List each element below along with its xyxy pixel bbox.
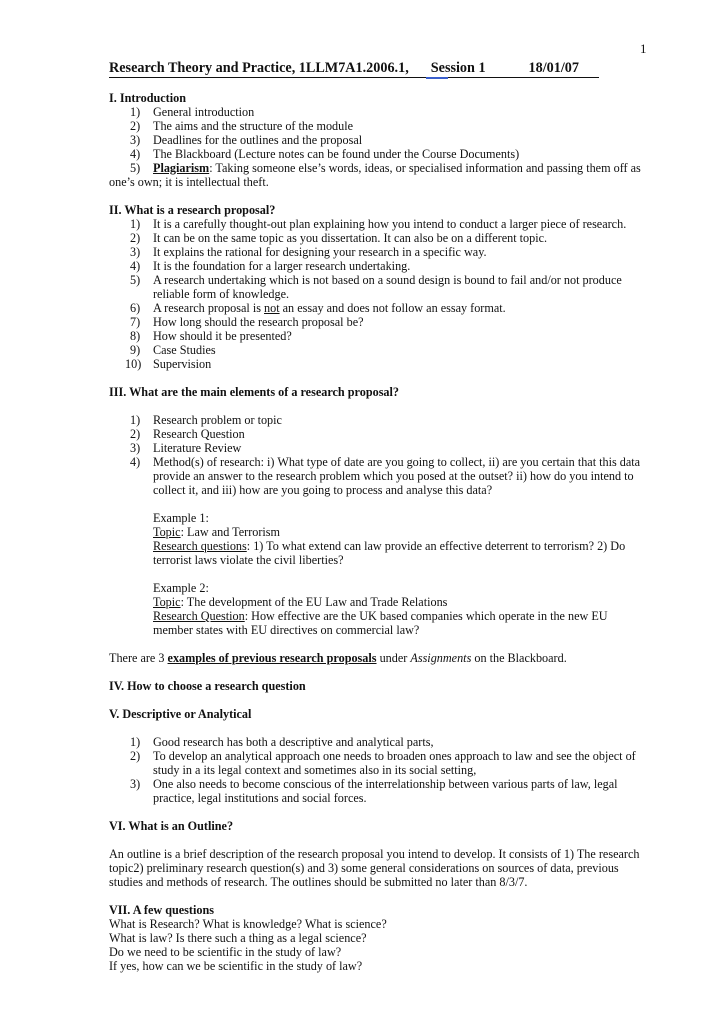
question-line: Do we need to be scientific in the study of law? (109, 945, 342, 959)
plagiarism-term: Plagiarism (153, 161, 210, 175)
title-date: 18/01/07 (528, 60, 579, 76)
item-text: Good research has both a descriptive and analytical parts, (153, 735, 434, 749)
list-item (109, 749, 649, 777)
list-item (109, 441, 649, 455)
item-text: Research problem or topic (153, 413, 282, 427)
item-number: 4) (130, 147, 141, 161)
section-main-elements (109, 385, 649, 665)
section-choose-question (109, 679, 649, 693)
example-topic (153, 595, 649, 609)
list-item (109, 133, 649, 147)
section-few-questions (109, 903, 649, 973)
list-item (109, 329, 649, 343)
research-question-label: Research Question (153, 609, 245, 623)
item-number: 3) (130, 133, 141, 147)
item-text: The aims and the structure of the module (153, 119, 354, 133)
example-1 (109, 511, 649, 567)
list-item (109, 777, 649, 805)
example-research-questions (153, 539, 649, 567)
topic-label: Topic (153, 595, 181, 609)
topic-label: Topic (153, 525, 181, 539)
section-descriptive-analytical (109, 707, 649, 805)
item-number: 10) (125, 357, 142, 371)
assignments-label: Assignments (410, 651, 472, 665)
question-line: What is law? Is there such a thing as a legal science? (109, 931, 367, 945)
item-text: It can be on the same topic as you dissertation. It can also be on a different topic. (153, 231, 548, 245)
outline-paragraph: An outline is a brief description of the research proposal you intend to develop. It consists of 1) The research topic2) preliminary research question(s) and 3) some general considerations on sources of data, previous studies and methods of research. The outlines should be submitted no later than 8/3/7. (109, 847, 640, 889)
example-2 (109, 581, 649, 637)
list-item-plagiarism (109, 161, 649, 189)
page-number: 1 (640, 41, 647, 56)
item-number: 1) (130, 413, 141, 427)
example-topic (153, 525, 649, 539)
item-text: : Taking someone else’s words, ideas, or specialised information and passing them off as one’s own; it is intellectual theft. (109, 161, 641, 189)
item-text: It is a carefully thought-out plan explaining how you intend to conduct a larger piece of research. (153, 217, 627, 231)
item-text: One also needs to become conscious of the interrelationship between various parts of law, legal practice, legal institutions and social forces. (153, 777, 618, 805)
title-session: Session 1 (430, 60, 486, 76)
list-item (109, 343, 649, 357)
item-number: 6) (130, 301, 141, 315)
item-text: How should it be presented? (153, 329, 292, 343)
item-number: 8) (130, 329, 141, 343)
note-text: There are 3 (109, 651, 168, 665)
item-number: 5) (130, 161, 141, 175)
item-text: Deadlines for the outlines and the proposal (153, 133, 363, 147)
document-title (109, 60, 599, 78)
item-number: 2) (130, 749, 141, 763)
topic-text: : The development of the EU Law and Trade Relations (180, 595, 448, 609)
note-text: under (376, 651, 411, 665)
examples-note (109, 651, 649, 665)
item-number: 3) (130, 441, 141, 455)
item-number: 1) (130, 105, 141, 119)
item-text: General introduction (153, 105, 255, 119)
numbered-list (109, 413, 649, 497)
list-item (109, 105, 649, 119)
document-body (109, 91, 649, 973)
note-text: on the Blackboard. (471, 651, 567, 665)
item-number: 2) (130, 427, 141, 441)
list-item (109, 273, 649, 301)
section-heading: V. Descriptive or Analytical (109, 707, 252, 721)
section-heading: II. What is a research proposal? (109, 203, 276, 217)
numbered-list (109, 735, 649, 805)
item-text: The Blackboard (Lecture notes can be found under the Course Documents) (153, 147, 520, 161)
list-item (109, 315, 649, 329)
example-label: Example 2: (153, 581, 209, 595)
section-heading: I. Introduction (109, 91, 186, 105)
list-item (109, 231, 649, 245)
item-text: It is the foundation for a larger research undertaking. (153, 259, 411, 273)
section-heading: III. What are the main elements of a research proposal? (109, 385, 400, 399)
list-item (109, 301, 649, 315)
item-number: 3) (130, 245, 141, 259)
item-number: 7) (130, 315, 141, 329)
example-label: Example 1: (153, 511, 209, 525)
item-text: an essay and does not follow an essay format. (279, 301, 506, 315)
item-number: 4) (130, 455, 141, 469)
item-text: A research undertaking which is not based on a sound design is bound to fail and/or not produce reliable form of knowledge. (153, 273, 622, 301)
list-item (109, 245, 649, 259)
section-outline (109, 819, 649, 889)
section-heading: VII. A few questions (109, 903, 214, 917)
numbered-list (109, 105, 649, 189)
list-item (109, 259, 649, 273)
question-line: If yes, how can we be scientific in the study of law? (109, 959, 363, 973)
item-number: 2) (130, 119, 141, 133)
list-item (109, 357, 649, 371)
list-item (109, 119, 649, 133)
list-item (109, 427, 649, 441)
research-questions-text: : 1) To what extend can law provide an effective deterrent to terrorism? 2) Do terrorist laws violate the civil liberties? (153, 539, 626, 567)
section-research-proposal (109, 203, 649, 371)
item-text: Supervision (153, 357, 212, 371)
research-question-text: : How effective are the UK based companies which operate in the new EU member states with EU directives on commercial law? (153, 609, 608, 637)
list-item (109, 455, 649, 497)
list-item (109, 735, 649, 749)
item-number: 1) (130, 217, 141, 231)
item-text: Case Studies (153, 343, 216, 357)
item-number: 3) (130, 777, 141, 791)
question-line: What is Research? What is knowledge? What is science? (109, 917, 387, 931)
item-text: To develop an analytical approach one needs to broaden ones approach to law and see the object of study in a its legal context and sometimes also in its social setting, (153, 749, 636, 777)
item-text: Method(s) of research: i) What type of date are you going to collect, ii) are you certain that this data provide an answer to the research problem which you posed at the outset? ii) how do you intend to collect it, and iii) how are you going to process and analyse this data? (153, 455, 641, 497)
section-heading: IV. How to choose a research question (109, 679, 306, 693)
list-item (109, 147, 649, 161)
item-number: 5) (130, 273, 141, 287)
item-number: 2) (130, 231, 141, 245)
emphasis-not: not (264, 301, 280, 315)
item-text: How long should the research proposal be? (153, 315, 364, 329)
list-item (109, 413, 649, 427)
title-underline-accent (426, 77, 448, 79)
research-questions-label: Research questions (153, 539, 247, 553)
section-heading: VI. What is an Outline? (109, 819, 234, 833)
numbered-list (109, 217, 649, 371)
item-text: It explains the rational for designing your research in a specific way. (153, 245, 487, 259)
section-introduction (109, 91, 649, 189)
item-number: 9) (130, 343, 141, 357)
item-text: Research Question (153, 427, 245, 441)
example-research-question (153, 609, 649, 637)
item-number: 1) (130, 735, 141, 749)
list-item (109, 217, 649, 231)
previous-proposals-link[interactable]: examples of previous research proposals (167, 651, 377, 665)
item-text: A research proposal is (153, 301, 265, 315)
item-text: Literature Review (153, 441, 242, 455)
topic-text: : Law and Terrorism (180, 525, 281, 539)
item-number: 4) (130, 259, 141, 273)
title-course: Research Theory and Practice, 1LLM7A1.2006.1, (109, 60, 409, 76)
